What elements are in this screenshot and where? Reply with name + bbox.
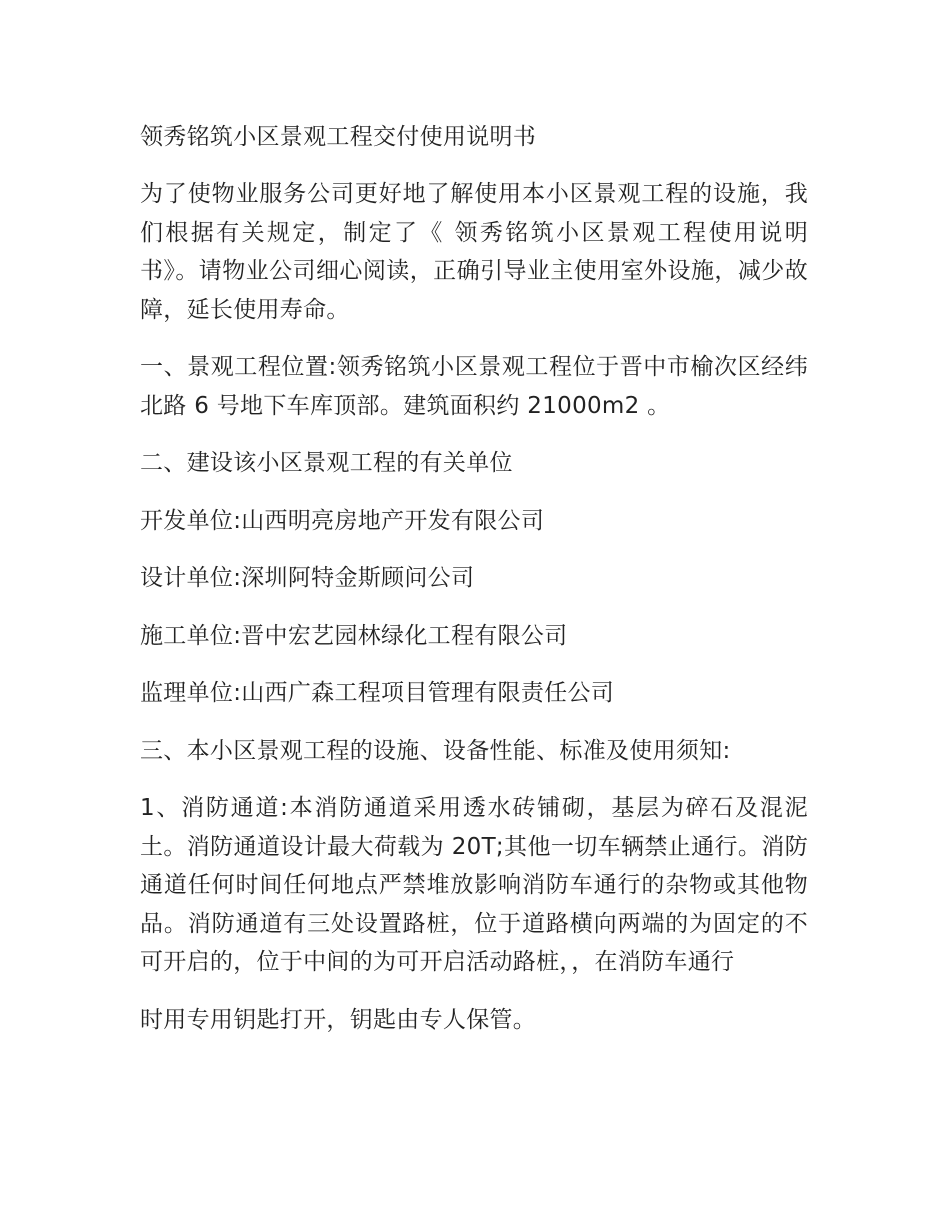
fire-lane-paragraph: 1、消防通道:本消防通道采用透水砖铺砌，基层为碎石及混泥土。消防通道设计最大荷载为 20T;其他一切车辆禁止通行。消防通道任何时间任何地点严禁堆放影响消防车通行的杂物或其他物品。消防通道有三处设置路桩，位于道路横向两端的为固定的不可开启的，位于中间的为可开启活动路桩，，在消防车通行 <box>140 795 808 975</box>
document-page <box>140 118 808 1058</box>
facilities-heading: 三、本小区景观工程的设施、设备性能、标准及使用须知: <box>140 737 731 764</box>
designer-line: 设计单位:深圳阿特金斯顾问公司 <box>140 565 475 591</box>
units-heading: 二、建设该小区景观工程的有关单位 <box>140 450 513 476</box>
document-title: 领秀铭筑小区景观工程交付使用说明书 <box>140 124 537 150</box>
location-paragraph: 一、景观工程位置:领秀铭筑小区景观工程位于晋中市榆次区经纬北路 6 号地下车库顶部。建筑面积约 21000m2 。 <box>140 354 808 419</box>
supervisor-line: 监理单位:山西广森工程项目管理有限责任公司 <box>140 680 615 706</box>
intro-paragraph: 为了使物业服务公司更好地了解使用本小区景观工程的设施，我们根据有关规定，制定了《 领秀铭筑小区景观工程使用说明书》。请物业公司细心阅读，正确引导业主使用室外设施，减少故障，延长使用寿命。 <box>140 181 808 323</box>
developer-line: 开发单位:山西明亮房地产开发有限公司 <box>140 507 545 534</box>
key-paragraph: 时用专用钥匙打开，钥匙由专人保管。 <box>140 1006 537 1033</box>
contractor-line: 施工单位:晋中宏艺园林绿化工程有限公司 <box>140 622 568 649</box>
